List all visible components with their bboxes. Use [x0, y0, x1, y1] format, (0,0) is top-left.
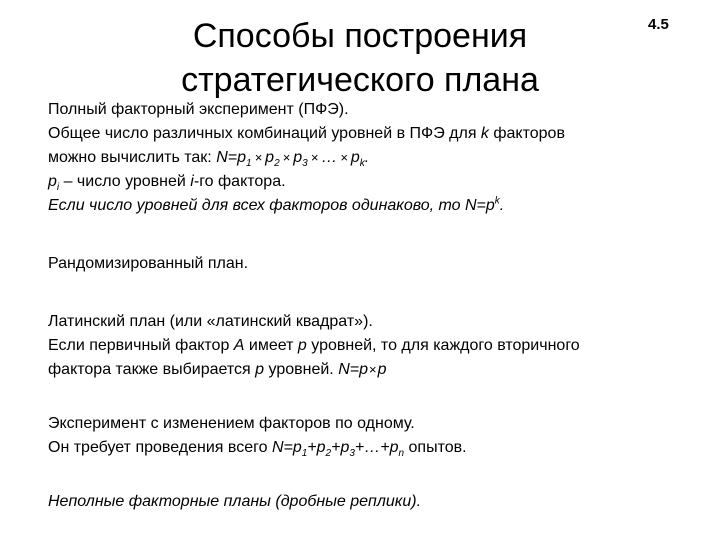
formula-p: p: [350, 149, 360, 166]
title-line-1: Способы построения: [192, 17, 528, 55]
formula-end: .: [364, 149, 370, 166]
pfe-formula-line: [48, 146, 708, 170]
pfe-desc-text: Общее число различных комбинаций уровней в ПФЭ для: [48, 125, 481, 142]
pfe-desc-line-1: [48, 122, 708, 146]
latin-line-1: [48, 334, 708, 358]
pfe-desc-text-2: факторов: [488, 125, 565, 142]
pfe-k: k: [480, 125, 489, 142]
latin-text: уровней.: [264, 361, 339, 378]
latin-line-2: [48, 358, 708, 382]
pi-sub: i: [56, 182, 60, 194]
pi-text: – число уровней: [59, 173, 191, 190]
formula-plus: +p: [331, 439, 350, 456]
pi-p: p: [48, 173, 57, 190]
pfe-pi-line: [48, 170, 708, 194]
slide-title: [0, 14, 720, 102]
formula-n: N=p: [271, 439, 302, 456]
equal-end: .: [499, 197, 505, 214]
formula-sub: n: [398, 448, 405, 460]
latin-p: р: [297, 337, 307, 354]
latin-formula-p: p: [377, 361, 387, 378]
formula-plus: +p: [307, 439, 326, 456]
times-icon: ×: [368, 362, 377, 377]
one-factor-line: [48, 436, 708, 460]
pfe-equal-line: [48, 194, 708, 218]
latin-text: Если первичный фактор: [48, 337, 234, 354]
latin-text: фактора также выбирается: [48, 361, 256, 378]
latin-heading-main: Латинский план: [48, 313, 166, 330]
random-heading: Рандомизированный план.: [48, 255, 249, 272]
latin-formula: N=p: [338, 361, 368, 378]
equal-sup: k: [494, 195, 500, 207]
formula-plus: +…+p: [354, 439, 399, 456]
formula-sub: 1: [246, 158, 252, 170]
times-icon: ×: [282, 150, 291, 165]
formula-sub: 3: [302, 158, 308, 170]
pi-text-2: -го фактора.: [193, 173, 286, 190]
title-line-2: стратегического плана: [181, 61, 539, 99]
latin-heading-note: (или «латинский квадрат»).: [165, 313, 373, 330]
pfe-formula-intro: можно вычислить так:: [48, 149, 217, 166]
pi-i: i: [190, 173, 194, 190]
times-icon: ×: [310, 150, 319, 165]
formula-ellipsis: …: [321, 149, 338, 166]
times-icon: ×: [254, 150, 263, 165]
latin-p: р: [255, 361, 265, 378]
formula-sub: k: [359, 158, 365, 170]
latin-a: А: [233, 337, 245, 354]
fractional-heading: Неполные факторные планы (дробные реплики).: [48, 493, 422, 510]
latin-text: уровней, то для каждого вторичного: [306, 337, 580, 354]
pfe-formula: [216, 149, 370, 170]
one-factor-text-2: опытов.: [404, 439, 467, 456]
one-factor-formula: [271, 439, 405, 460]
pfe-heading: Полный факторный эксперимент (ПФЭ).: [48, 101, 349, 118]
formula-p: p: [293, 149, 303, 166]
equal-text: Если число уровней для всех факторов одинаково, то N=p: [48, 197, 495, 214]
one-factor-text: Он требует проведения всего: [48, 439, 272, 456]
formula-n: N=: [216, 149, 238, 166]
formula-sub: 2: [325, 448, 332, 460]
formula-p: p: [237, 149, 247, 166]
latin-heading: [48, 310, 708, 334]
slide-content: [48, 98, 708, 514]
formula-sub: 3: [349, 448, 355, 460]
formula-p: p: [265, 149, 275, 166]
one-factor-heading: Эксперимент с изменением факторов по одному.: [48, 415, 415, 432]
times-icon: ×: [340, 150, 348, 165]
latin-text: имеет: [244, 337, 298, 354]
formula-sub: 1: [301, 448, 308, 460]
formula-sub: 2: [274, 158, 280, 170]
slide-number: 4.5: [648, 16, 669, 33]
